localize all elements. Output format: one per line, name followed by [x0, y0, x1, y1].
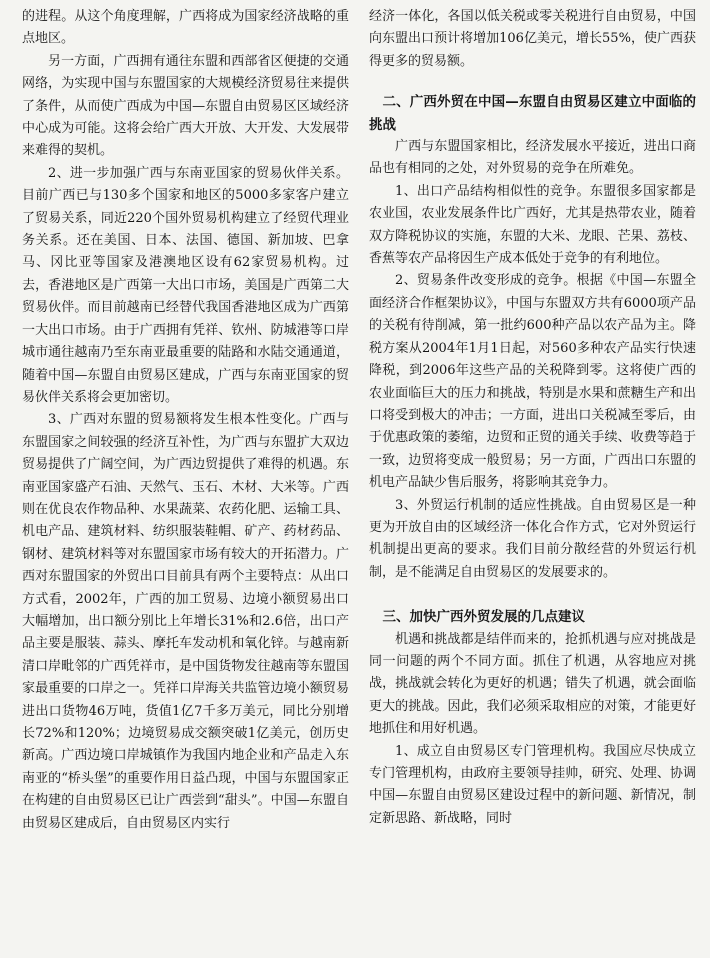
paragraph: 1、出口产品结构相似性的竞争。东盟很多国家都是农业国，农业发展条件比广西好，尤其是热带农业，随着双方降税协议的实施，东盟的大米、龙眼、芒果、荔枝、香蕉等农产品将因生产成本低处于竞争的有利地位。	[369, 183, 696, 267]
paragraph: 2、贸易条件改变形成的竞争。根据《中国—东盟全面经济合作框架协议》，中国与东盟双方共有6000项产品的关税有待削减，第一批约600种产品以农产品为主。降税方案从2004年1月1日起，对560多种农产品实行快速降税，到2006年这些产品的关税降到零。这将使广西的农业面临巨大的压力和挑战，特别是水果和蔗糖生产和出口将受到极大的冲击；一方面，进出口关税减至零后，由于优惠政策的萎缩，边贸和正贸的通关手续、收费等趋于一致，边贸将变成一般贸易；另一方面，广西出口东盟的机电产品缺少售后服务，将影响其竞争力。	[369, 273, 696, 491]
right-column	[369, 6, 696, 958]
paragraph: 另一方面，广西拥有通往东盟和西部省区便捷的交通网络，为实现中国与东盟国家的大规模经济贸易往来提供了条件，从而使广西成为中国—东盟自由贸易区区域经济中心成为可能。这将会给广西大开放、大开发、大发展带来难得的契机。	[22, 53, 349, 159]
paragraph: 1、成立自由贸易区专门管理机构。我国应尽快成立专门管理机构，由政府主要领导挂帅，研究、处理、协调中国—东盟自由贸易区建设过程中的新问题、新情况，制定新思路、新战略，同时	[369, 743, 696, 826]
paragraph: 3、外贸运行机制的适应性挑战。自由贸易区是一种更为开放自由的区域经济一体化合作方式，它对外贸运行机制提出更高的要求。我们目前分散经营的外贸运行机制，是不能满足自由贸易区的发展要求的。	[369, 497, 696, 580]
paragraph: 经济一体化，各国以低关税或零关税进行自由贸易，中国向东盟出口预计将增加106亿美元，增长55%，使广西获得更多的贸易额。	[369, 9, 696, 69]
section-heading-3: 三、加快广西外贸发展的几点建议	[382, 609, 585, 626]
paragraph: 3、广西对东盟的贸易额将发生根本性变化。广西与东盟国家之间较强的经济互补性，为广西与东盟扩大双边贸易提供了广阔空间，为广西边贸提供了难得的机遇。东南亚国家盛产石油、天然气、玉石、木材、大米等。广西则在优良农作物品种、水果蔬菜、农药化肥、运输工具、机电产品、建筑材料、纺织服装鞋帽、矿产、药材药品、钢材、建筑材料等对东盟国家市场有较大的开拓潜力。广西对东盟国家的外贸出口目前具有两个主要特点：从出口方式看，2002年，广西的加工贸易、边境小额贸易出口大幅增加，出口额分别比上年增长31%和2.6倍，出口产品主要是服装、蒜头、摩托车发动机和氧化锌。与越南新清口岸毗邻的广西凭祥市，是中国货物发往越南等东盟国家最重要的口岸之一。凭祥口岸海关共监管边境小额贸易进出口货物46万吨，货值1亿7千多万美元，同比分别增长72%和120%；边境贸易成交额突破1亿美元，创历史新高。广西边境口岸城镇作为我国内地企业和产品走入东南亚的“桥头堡”的重要作用日益凸现，中国与东盟国家正在构建的自由贸易区已让广西尝到“甜头”。中国—东盟自由贸易区建成后，自由贸易区内实行	[22, 412, 349, 831]
paragraph: 2、进一步加强广西与东南亚国家的贸易伙伴关系。目前广西已与130多个国家和地区的5000多家客户建立了贸易关系，同近220个国外贸易机构建立了经贸代理业务关系。还在美国、日本、法国、德国、新加坡、巴拿马、冈比亚等国家及港澳地区设有62家贸易机构。过去，香港地区是广西第一大出口市场，美国是广西第二大贸易伙伴。而目前越南已经替代我国香港地区成为广西第一大出口市场。由于广西拥有凭祥、钦州、防城港等口岸城市通往越南乃至东南亚最重要的陆路和水陆交通通道，随着中国—东盟自由贸易区建成，广西与东南亚国家的贸易伙伴关系将会更加密切。	[22, 165, 349, 405]
paragraph: 机遇和挑战都是结伴而来的，抢抓机遇与应对挑战是同一问题的两个不同方面。抓住了机遇，从容地应对挑战，挑战就会转化为更好的机遇；错失了机遇，就会面临更大的挑战。因此，我们必须采取相应的对策，才能更好地抓住和用好机遇。	[369, 631, 696, 737]
paragraph: 广西与东盟国家相比，经济发展水平接近，进出口商品也有相同的之处，对外贸易的竞争在所难免。	[369, 139, 696, 177]
section-heading-2: 二、广西外贸在中国—东盟自由贸易区建立中面临的挑战	[369, 94, 696, 133]
left-column	[22, 6, 349, 958]
paragraph: 的进程。从这个角度理解，广西将成为国家经济战略的重点地区。	[22, 9, 349, 47]
